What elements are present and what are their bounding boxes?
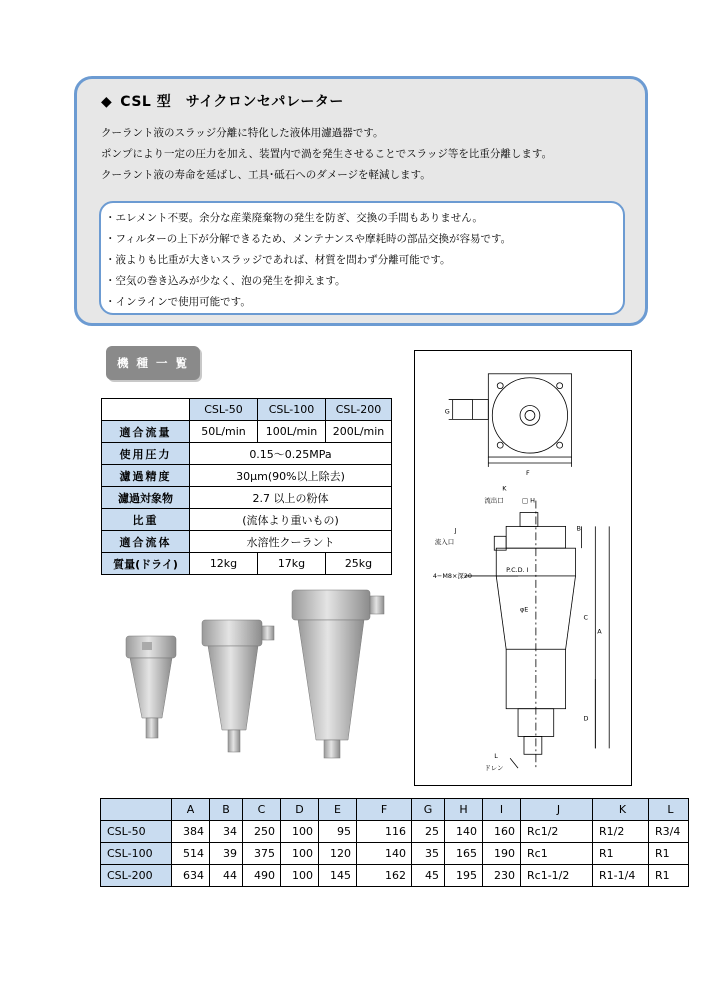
dims-header: D [281,799,319,821]
drawing-label-e: φE [520,605,529,614]
dims-cell: 116 [357,821,412,843]
dims-cell: 160 [483,821,521,843]
dims-cell: 34 [210,821,243,843]
csl-200-unit-image [292,590,384,758]
dims-cell: 145 [319,865,357,887]
dims-cell: 140 [445,821,483,843]
description-line: クーラント液のスラッジ分離に特化した液体用濾過器です。 [101,127,384,139]
dims-cell: 230 [483,865,521,887]
feature-item: ・インラインで使用可能です。 [105,296,251,308]
dims-cell: 195 [445,865,483,887]
spec-cell: 2.7 以上の粉体 [190,487,392,509]
drawing-label-drain: ドレン [484,764,504,773]
spec-model-header: CSL-50 [190,399,258,421]
dims-model-name: CSL-50 [101,821,172,843]
csl-50-unit-image [126,636,176,738]
csl-100-unit-image [202,620,274,752]
dims-cell: 384 [172,821,210,843]
spec-label-gravity: 比重 [102,509,190,531]
dims-cell: R1 [649,843,689,865]
table-row [101,821,689,843]
drawing-label-j: J [454,526,457,535]
dims-cell: Rc1/2 [521,821,593,843]
dimension-drawing [414,350,632,786]
spec-label-fluid: 適合流体 [102,531,190,553]
dims-cell: 100 [281,843,319,865]
spec-label-target: 濾過対象物 [102,487,190,509]
feature-item: ・フィルターの上下が分解できるため、メンテナンスや摩耗時の部品交換が容易です。 [105,233,512,245]
dims-cell: 44 [210,865,243,887]
dims-cell: 634 [172,865,210,887]
intro-panel [74,76,648,326]
spec-cell: (流体より重いもの) [190,509,392,531]
product-title: ◆ CSL 型 サイクロンセパレーター [101,94,344,110]
dims-cell: 120 [319,843,357,865]
dims-header: I [483,799,521,821]
spec-label-mass: 質量(ドライ) [102,553,190,575]
dims-cell: R1/2 [593,821,649,843]
dims-header: J [521,799,593,821]
feature-item: ・エレメント不要。余分な産業廃棄物の発生を防ぎ、交換の手間もありません。 [105,212,483,224]
dims-cell: 95 [319,821,357,843]
dims-cell: 490 [243,865,281,887]
dims-cell: 100 [281,821,319,843]
spec-cell: 200L/min [326,421,392,443]
spec-corner [102,399,190,421]
model-list-badge: 機 種 一 覧 [106,346,200,380]
dims-cell: R1-1/4 [593,865,649,887]
spec-cell: 30μm(90%以上除去) [190,465,392,487]
feature-item: ・液よりも比重が大きいスラッジであれば、材質を問わず分離可能です。 [105,254,451,266]
drawing-label-h: □ H [522,496,535,505]
spec-label-flow: 適合流量 [102,421,190,443]
dims-header: C [243,799,281,821]
spec-table [101,398,392,575]
feature-list [99,201,625,315]
dims-header: G [412,799,445,821]
description-line: クーラント液の寿命を延ばし、工具･砥石へのダメージを軽減します。 [101,169,431,181]
dims-cell: 25 [412,821,445,843]
drawing-label-g: G [444,407,450,416]
spec-cell: 50L/min [190,421,258,443]
spec-cell: 水溶性クーラント [190,531,392,553]
diamond-bullet-icon: ◆ [101,94,113,110]
feature-item: ・空気の巻き込みが少なく、泡の発生を抑えます。 [105,275,346,287]
dims-cell: Rc1-1/2 [521,865,593,887]
spec-cell: 17kg [258,553,326,575]
drawing-label-bolt: 4−M8×深20 [432,571,473,580]
dimensions-table [100,798,689,887]
drawing-label-outlet: 流出口 [484,496,504,505]
drawing-label-f: F [525,468,530,477]
spec-cell: 100L/min [258,421,326,443]
dims-cell: 35 [412,843,445,865]
drawing-label-k: K [502,484,507,493]
dims-cell: R1 [593,843,649,865]
product-photo [112,580,402,760]
table-row [101,843,689,865]
dims-header: F [357,799,412,821]
dims-cell: Rc1 [521,843,593,865]
dims-corner [101,799,172,821]
dims-model-name: CSL-200 [101,865,172,887]
dims-header: B [210,799,243,821]
dims-cell: 375 [243,843,281,865]
drawing-label-inlet: 流入口 [434,538,455,547]
dims-header: K [593,799,649,821]
dims-header: E [319,799,357,821]
dims-cell: 250 [243,821,281,843]
dims-cell: 165 [445,843,483,865]
dims-cell: 39 [210,843,243,865]
dims-cell: 162 [357,865,412,887]
drawing-label-d: D [583,714,589,723]
spec-label-accuracy: 濾過精度 [102,465,190,487]
spec-label-pressure: 使用圧力 [102,443,190,465]
dims-cell: 514 [172,843,210,865]
dims-cell: 45 [412,865,445,887]
spec-model-header: CSL-100 [258,399,326,421]
dims-header: H [445,799,483,821]
spec-cell: 12kg [190,553,258,575]
drawing-label-pcd: P.C.D. I [506,565,529,574]
dims-model-name: CSL-100 [101,843,172,865]
table-row [101,865,689,887]
dims-cell: R1 [649,865,689,887]
dims-cell: 140 [357,843,412,865]
drawing-label-l: L [494,752,498,761]
drawing-label-a: A [597,627,602,636]
dims-cell: R3/4 [649,821,689,843]
dims-cell: 190 [483,843,521,865]
description-line: ポンプにより一定の圧力を加え、装置内で渦を発生させることでスラッジ等を比重分離します。 [101,148,553,160]
dims-cell: 100 [281,865,319,887]
spec-cell: 0.15～0.25MPa [190,443,392,465]
drawing-label-b: B [576,524,581,533]
spec-model-header: CSL-200 [326,399,392,421]
product-description [101,123,552,186]
dims-header: L [649,799,689,821]
dims-header: A [172,799,210,821]
drawing-label-c: C [583,613,588,622]
spec-cell: 25kg [326,553,392,575]
